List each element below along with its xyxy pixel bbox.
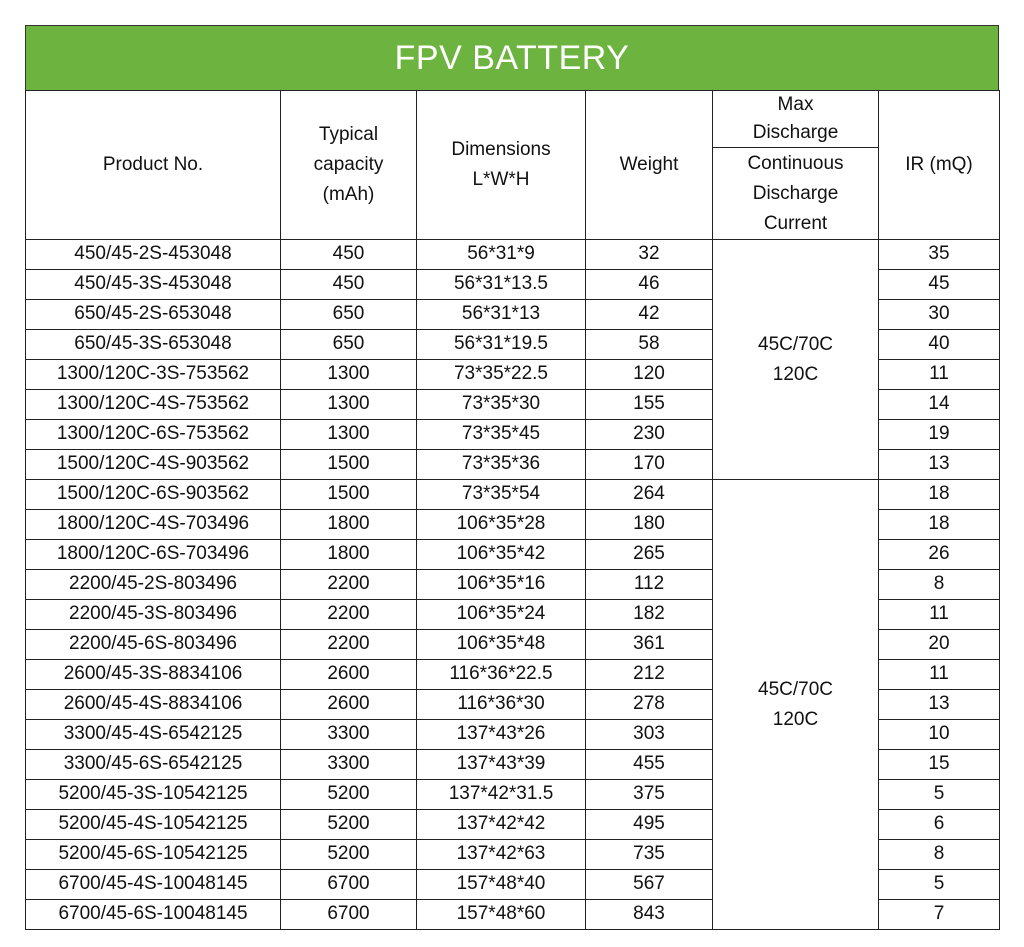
cell-product: 2200/45-3S-803496 — [26, 600, 281, 630]
header-product: Product No. — [26, 91, 281, 240]
cell-weight: 112 — [586, 570, 713, 600]
cell-product: 450/45-3S-453048 — [26, 270, 281, 300]
page-title: FPV BATTERY — [394, 38, 630, 77]
cell-product: 1300/120C-3S-753562 — [26, 360, 281, 390]
cell-weight: 278 — [586, 690, 713, 720]
cell-dimensions: 73*35*54 — [417, 480, 586, 510]
cell-ir: 19 — [879, 420, 1000, 450]
cell-product: 3300/45-4S-6542125 — [26, 720, 281, 750]
cell-dimensions: 56*31*13.5 — [417, 270, 586, 300]
cell-dimensions: 137*42*63 — [417, 840, 586, 870]
header-max-discharge — [713, 91, 879, 148]
cell-ir: 40 — [879, 330, 1000, 360]
cell-ir: 35 — [879, 240, 1000, 270]
cell-product: 1300/120C-6S-753562 — [26, 420, 281, 450]
cell-discharge-group — [713, 240, 879, 480]
cell-ir: 8 — [879, 570, 1000, 600]
cell-weight: 265 — [586, 540, 713, 570]
table-row — [26, 480, 1000, 510]
cell-product: 1500/120C-6S-903562 — [26, 480, 281, 510]
cell-dimensions: 56*31*9 — [417, 240, 586, 270]
cell-capacity: 2600 — [281, 660, 417, 690]
cell-ir: 18 — [879, 480, 1000, 510]
cell-ir: 13 — [879, 690, 1000, 720]
cell-capacity: 2200 — [281, 570, 417, 600]
cell-weight: 32 — [586, 240, 713, 270]
cell-capacity: 5200 — [281, 810, 417, 840]
spec-table — [25, 90, 1000, 930]
cell-dimensions: 56*31*13 — [417, 300, 586, 330]
header-ir: IR (mQ) — [879, 91, 1000, 240]
cell-dimensions: 137*42*31.5 — [417, 780, 586, 810]
cell-weight: 375 — [586, 780, 713, 810]
cell-dimensions: 106*35*42 — [417, 540, 586, 570]
cell-product: 650/45-2S-653048 — [26, 300, 281, 330]
cell-ir: 6 — [879, 810, 1000, 840]
cell-capacity: 450 — [281, 270, 417, 300]
cell-capacity: 6700 — [281, 870, 417, 900]
cell-capacity: 1500 — [281, 480, 417, 510]
cell-ir: 11 — [879, 660, 1000, 690]
cell-ir: 10 — [879, 720, 1000, 750]
cell-dimensions: 73*35*45 — [417, 420, 586, 450]
cell-capacity: 5200 — [281, 780, 417, 810]
cell-ir: 8 — [879, 840, 1000, 870]
cell-weight: 455 — [586, 750, 713, 780]
cell-weight: 361 — [586, 630, 713, 660]
header-capacity-label: Typical capacity (mAh) — [313, 124, 384, 205]
cell-capacity: 6700 — [281, 900, 417, 930]
cell-dimensions: 116*36*30 — [417, 690, 586, 720]
cell-ir: 11 — [879, 600, 1000, 630]
cell-dimensions: 157*48*40 — [417, 870, 586, 900]
cell-dimensions: 106*35*48 — [417, 630, 586, 660]
cell-ir: 7 — [879, 900, 1000, 930]
header-capacity — [281, 91, 417, 240]
cell-ir: 26 — [879, 540, 1000, 570]
cell-product: 1800/120C-6S-703496 — [26, 540, 281, 570]
header-dimensions — [417, 91, 586, 240]
header-continuous-discharge — [713, 148, 879, 240]
cell-weight: 120 — [586, 360, 713, 390]
cell-weight: 843 — [586, 900, 713, 930]
cell-weight: 230 — [586, 420, 713, 450]
header-continuous-label: Continuous Discharge Current — [747, 152, 844, 234]
discharge-rate: 45C/70C — [758, 333, 833, 355]
cell-weight: 182 — [586, 600, 713, 630]
cell-product: 1300/120C-4S-753562 — [26, 390, 281, 420]
cell-product: 650/45-3S-653048 — [26, 330, 281, 360]
cell-product: 2200/45-6S-803496 — [26, 630, 281, 660]
cell-weight: 46 — [586, 270, 713, 300]
cell-capacity: 1800 — [281, 540, 417, 570]
cell-weight: 155 — [586, 390, 713, 420]
cell-dimensions: 137*43*26 — [417, 720, 586, 750]
cell-weight: 58 — [586, 330, 713, 360]
cell-ir: 18 — [879, 510, 1000, 540]
cell-product: 2600/45-4S-8834106 — [26, 690, 281, 720]
cell-weight: 567 — [586, 870, 713, 900]
cell-dimensions: 73*35*30 — [417, 390, 586, 420]
cell-capacity: 1800 — [281, 510, 417, 540]
cell-dimensions: 73*35*36 — [417, 450, 586, 480]
cell-weight: 180 — [586, 510, 713, 540]
cell-capacity: 1300 — [281, 390, 417, 420]
cell-capacity: 3300 — [281, 720, 417, 750]
cell-product: 3300/45-6S-6542125 — [26, 750, 281, 780]
cell-product: 1800/120C-4S-703496 — [26, 510, 281, 540]
cell-capacity: 1500 — [281, 450, 417, 480]
cell-capacity: 1300 — [281, 420, 417, 450]
discharge-burst: 120C — [772, 363, 819, 385]
cell-product: 5200/45-3S-10542125 — [26, 780, 281, 810]
header-max-discharge-label: Max Discharge — [752, 94, 839, 143]
cell-product: 6700/45-4S-10048145 — [26, 870, 281, 900]
cell-ir: 5 — [879, 870, 1000, 900]
table-row — [26, 240, 1000, 270]
cell-capacity: 2200 — [281, 600, 417, 630]
cell-ir: 14 — [879, 390, 1000, 420]
cell-weight: 303 — [586, 720, 713, 750]
table-body — [26, 240, 1000, 930]
cell-ir: 20 — [879, 630, 1000, 660]
cell-dimensions: 137*43*39 — [417, 750, 586, 780]
cell-ir: 5 — [879, 780, 1000, 810]
cell-product: 2600/45-3S-8834106 — [26, 660, 281, 690]
cell-dimensions: 73*35*22.5 — [417, 360, 586, 390]
discharge-rate: 45C/70C — [758, 678, 833, 700]
cell-capacity: 2200 — [281, 630, 417, 660]
title-banner — [25, 25, 999, 90]
cell-weight: 264 — [586, 480, 713, 510]
cell-capacity: 650 — [281, 330, 417, 360]
cell-weight: 42 — [586, 300, 713, 330]
cell-dimensions: 116*36*22.5 — [417, 660, 586, 690]
header-weight: Weight — [586, 91, 713, 240]
cell-product: 2200/45-2S-803496 — [26, 570, 281, 600]
cell-product: 5200/45-4S-10542125 — [26, 810, 281, 840]
cell-product: 6700/45-6S-10048145 — [26, 900, 281, 930]
cell-capacity: 5200 — [281, 840, 417, 870]
cell-dimensions: 106*35*24 — [417, 600, 586, 630]
cell-product: 1500/120C-4S-903562 — [26, 450, 281, 480]
cell-weight: 495 — [586, 810, 713, 840]
cell-ir: 13 — [879, 450, 1000, 480]
cell-weight: 212 — [586, 660, 713, 690]
cell-product: 450/45-2S-453048 — [26, 240, 281, 270]
discharge-burst: 120C — [772, 708, 819, 730]
cell-capacity: 2600 — [281, 690, 417, 720]
battery-spec-sheet — [25, 25, 999, 930]
cell-capacity: 3300 — [281, 750, 417, 780]
cell-weight: 170 — [586, 450, 713, 480]
cell-product: 5200/45-6S-10542125 — [26, 840, 281, 870]
cell-capacity: 650 — [281, 300, 417, 330]
cell-dimensions: 137*42*42 — [417, 810, 586, 840]
cell-capacity: 1300 — [281, 360, 417, 390]
cell-ir: 45 — [879, 270, 1000, 300]
cell-weight: 735 — [586, 840, 713, 870]
cell-capacity: 450 — [281, 240, 417, 270]
cell-ir: 11 — [879, 360, 1000, 390]
cell-ir: 30 — [879, 300, 1000, 330]
header-dimensions-line1: Dimensions — [451, 139, 551, 160]
cell-dimensions: 106*35*16 — [417, 570, 586, 600]
cell-discharge-group — [713, 480, 879, 930]
cell-dimensions: 56*31*19.5 — [417, 330, 586, 360]
header-dimensions-line2: L*W*H — [472, 169, 530, 190]
cell-ir: 15 — [879, 750, 1000, 780]
cell-dimensions: 106*35*28 — [417, 510, 586, 540]
cell-dimensions: 157*48*60 — [417, 900, 586, 930]
